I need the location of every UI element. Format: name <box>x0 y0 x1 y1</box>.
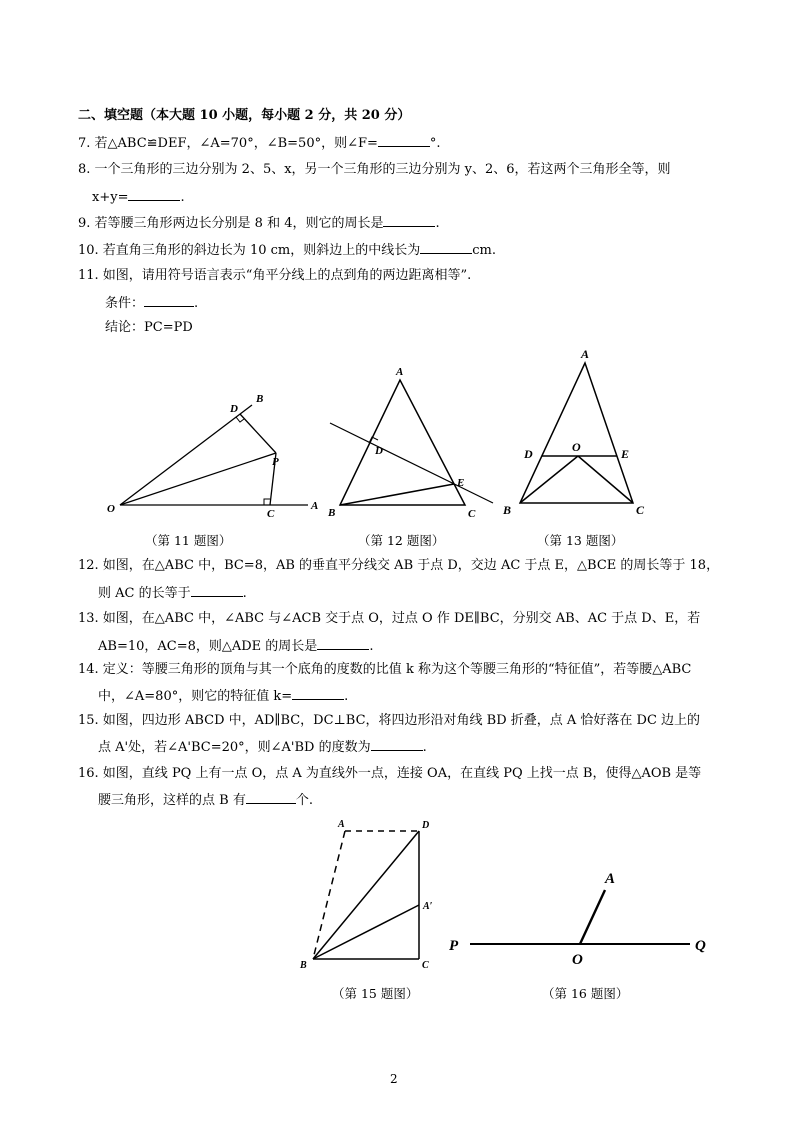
f11-label-b: B <box>256 393 264 405</box>
f16-segment-oa <box>580 890 605 944</box>
f13-label-c: C <box>636 503 645 517</box>
f15-label-d: D <box>422 820 430 831</box>
figure-15-caption: （第 15 题图） <box>332 986 419 1001</box>
question-14: 14. 定义：等腰三角形的顶角与其一个底角的度数的比值 k 称为这个等腰三角形的“特征值”，若等腰△ABC <box>78 662 692 677</box>
q9-text-end: . <box>435 216 440 231</box>
q14-text-end: . <box>344 689 349 704</box>
q12-text: 则 AC 的长等于 <box>98 586 191 601</box>
q7-text-end: °. <box>429 136 441 151</box>
f13-triangle-abc <box>520 363 633 503</box>
f13-label-b: B <box>503 503 512 517</box>
figure-16 <box>445 860 720 975</box>
f16-label-a: A <box>605 871 616 887</box>
figure-13-caption: （第 13 题图） <box>537 533 624 548</box>
question-13-cont <box>98 637 373 656</box>
f12-perpendicular-bisector <box>330 423 493 503</box>
f11-label-p: P <box>272 456 279 468</box>
f11-label-a: A <box>311 500 319 512</box>
question-15-cont <box>98 738 427 757</box>
q16-text: 腰三角形，这样的点 B 有 <box>98 793 246 808</box>
f16-label-q: Q <box>695 938 706 954</box>
q16-answer-blank[interactable] <box>246 791 296 804</box>
q12-answer-blank[interactable] <box>191 584 243 597</box>
f16-label-p: P <box>449 938 459 954</box>
q14-text: 中，∠A=80°，则它的特征值 k= <box>98 689 293 704</box>
f11-segment-pd <box>240 414 276 453</box>
q7-answer-blank[interactable] <box>378 134 430 147</box>
f11-label-d: D <box>230 403 238 415</box>
question-11: 11. 如图，请用符号语言表示“角平分线上的点到角的两边距离相等”. <box>78 268 472 283</box>
q10-text: 10. 若直角三角形的斜边长为 10 cm，则斜边上的中线长为 <box>78 243 421 258</box>
figure-12-caption: （第 12 题图） <box>358 533 445 548</box>
figure-13 <box>500 345 655 525</box>
page-number: 2 <box>390 1072 398 1086</box>
question-9 <box>78 214 440 233</box>
q8-answer-blank[interactable] <box>128 188 180 201</box>
figure-12 <box>325 360 500 525</box>
f11-ray-ob <box>120 405 252 505</box>
f13-label-o: O <box>572 440 581 454</box>
f13-label-d: D <box>524 447 533 461</box>
q9-text: 9. 若等腰三角形两边长分别是 8 和 4，则它的周长是 <box>78 216 384 231</box>
q11-condition-end: . <box>194 296 199 311</box>
q10-answer-blank[interactable] <box>420 241 472 254</box>
q11-condition-label: 条件： <box>105 296 145 311</box>
q9-answer-blank[interactable] <box>383 214 435 227</box>
question-13: 13. 如图，在△ABC 中，∠ABC 与∠ACB 交于点 O，过点 O 作 DE∥BC，分别交 AB、AC 于点 D、E，若 <box>78 611 701 626</box>
q13-text: AB=10，AC=8，则△ADE 的周长是 <box>98 639 318 654</box>
q15-text-end: . <box>422 740 427 755</box>
section-heading: 二、填空题（本大题 10 小题，每小题 2 分，共 20 分） <box>78 108 411 123</box>
question-11-condition <box>105 294 198 313</box>
f12-label-c: C <box>468 508 476 520</box>
q15-answer-blank[interactable] <box>371 738 423 751</box>
question-15: 15. 如图，四边形 ABCD 中，AD∥BC，DC⊥BC，将四边形沿对角线 BD 折叠，点 A 恰好落在 DC 边上的 <box>78 713 701 728</box>
question-10 <box>78 241 496 260</box>
q11-condition-blank[interactable] <box>144 294 194 307</box>
q13-text-end: . <box>369 639 374 654</box>
f16-label-o: O <box>572 952 583 968</box>
figure-16-caption: （第 16 题图） <box>542 986 629 1001</box>
f11-bisector-op <box>120 453 276 505</box>
f12-label-e: E <box>457 477 465 489</box>
f11-right-angle-c <box>264 499 270 505</box>
f11-label-o: O <box>107 503 115 515</box>
q12-text-end: . <box>242 586 247 601</box>
f12-segment-be <box>340 484 454 505</box>
f13-label-e: E <box>621 447 630 461</box>
f12-triangle-abc <box>340 380 465 505</box>
q16-text-end: 个. <box>295 793 313 808</box>
q8-text: x+y= <box>92 190 129 205</box>
f15-label-a1: A′ <box>423 901 433 912</box>
f15-label-a: A <box>338 819 345 830</box>
figure-11-caption: （第 11 题图） <box>145 533 232 548</box>
figure-11 <box>100 385 325 525</box>
f15-label-b: B <box>300 960 307 971</box>
q13-answer-blank[interactable] <box>317 637 369 650</box>
question-11-conclusion: 结论：PC=PD <box>105 320 193 335</box>
question-16: 16. 如图，直线 PQ 上有一点 O，点 A 为直线外一点，连接 OA，在直线 PQ 上找一点 B，使得△AOB 是等 <box>78 766 702 781</box>
f13-label-a: A <box>581 347 590 361</box>
q8-text-end: . <box>180 190 185 205</box>
f12-label-d: D <box>375 445 383 457</box>
q10-text-end: cm. <box>472 243 496 258</box>
question-14-cont <box>98 687 348 706</box>
f11-label-c: C <box>267 508 275 520</box>
f12-label-a: A <box>396 366 404 378</box>
f13-segment-bo <box>520 456 578 503</box>
q7-text: 7. 若△ABC≌DEF，∠A=70°，∠B=50°，则∠F= <box>78 136 378 151</box>
q14-answer-blank[interactable] <box>292 687 344 700</box>
question-12: 12. 如图，在△ABC 中，BC=8，AB 的垂直平分线交 AB 于点 D，交边 AC 于点 E，△BCE 的周长等于 18， <box>78 558 720 573</box>
q15-text: 点 A'处，若∠A'BC=20°，则∠A'BD 的度数为 <box>98 740 371 755</box>
f15-label-c: C <box>422 960 429 971</box>
question-12-cont <box>98 584 247 603</box>
f15-segment-ba1 <box>313 905 419 959</box>
question-8-cont <box>92 188 185 207</box>
f12-label-b: B <box>328 507 336 519</box>
question-16-cont <box>98 791 313 810</box>
question-7 <box>78 134 441 153</box>
figure-15 <box>295 815 445 975</box>
question-8: 8. 一个三角形的三边分别为 2、5、x，另一个三角形的三边分别为 y、2、6，若这两个三角形全等，则 <box>78 162 671 177</box>
